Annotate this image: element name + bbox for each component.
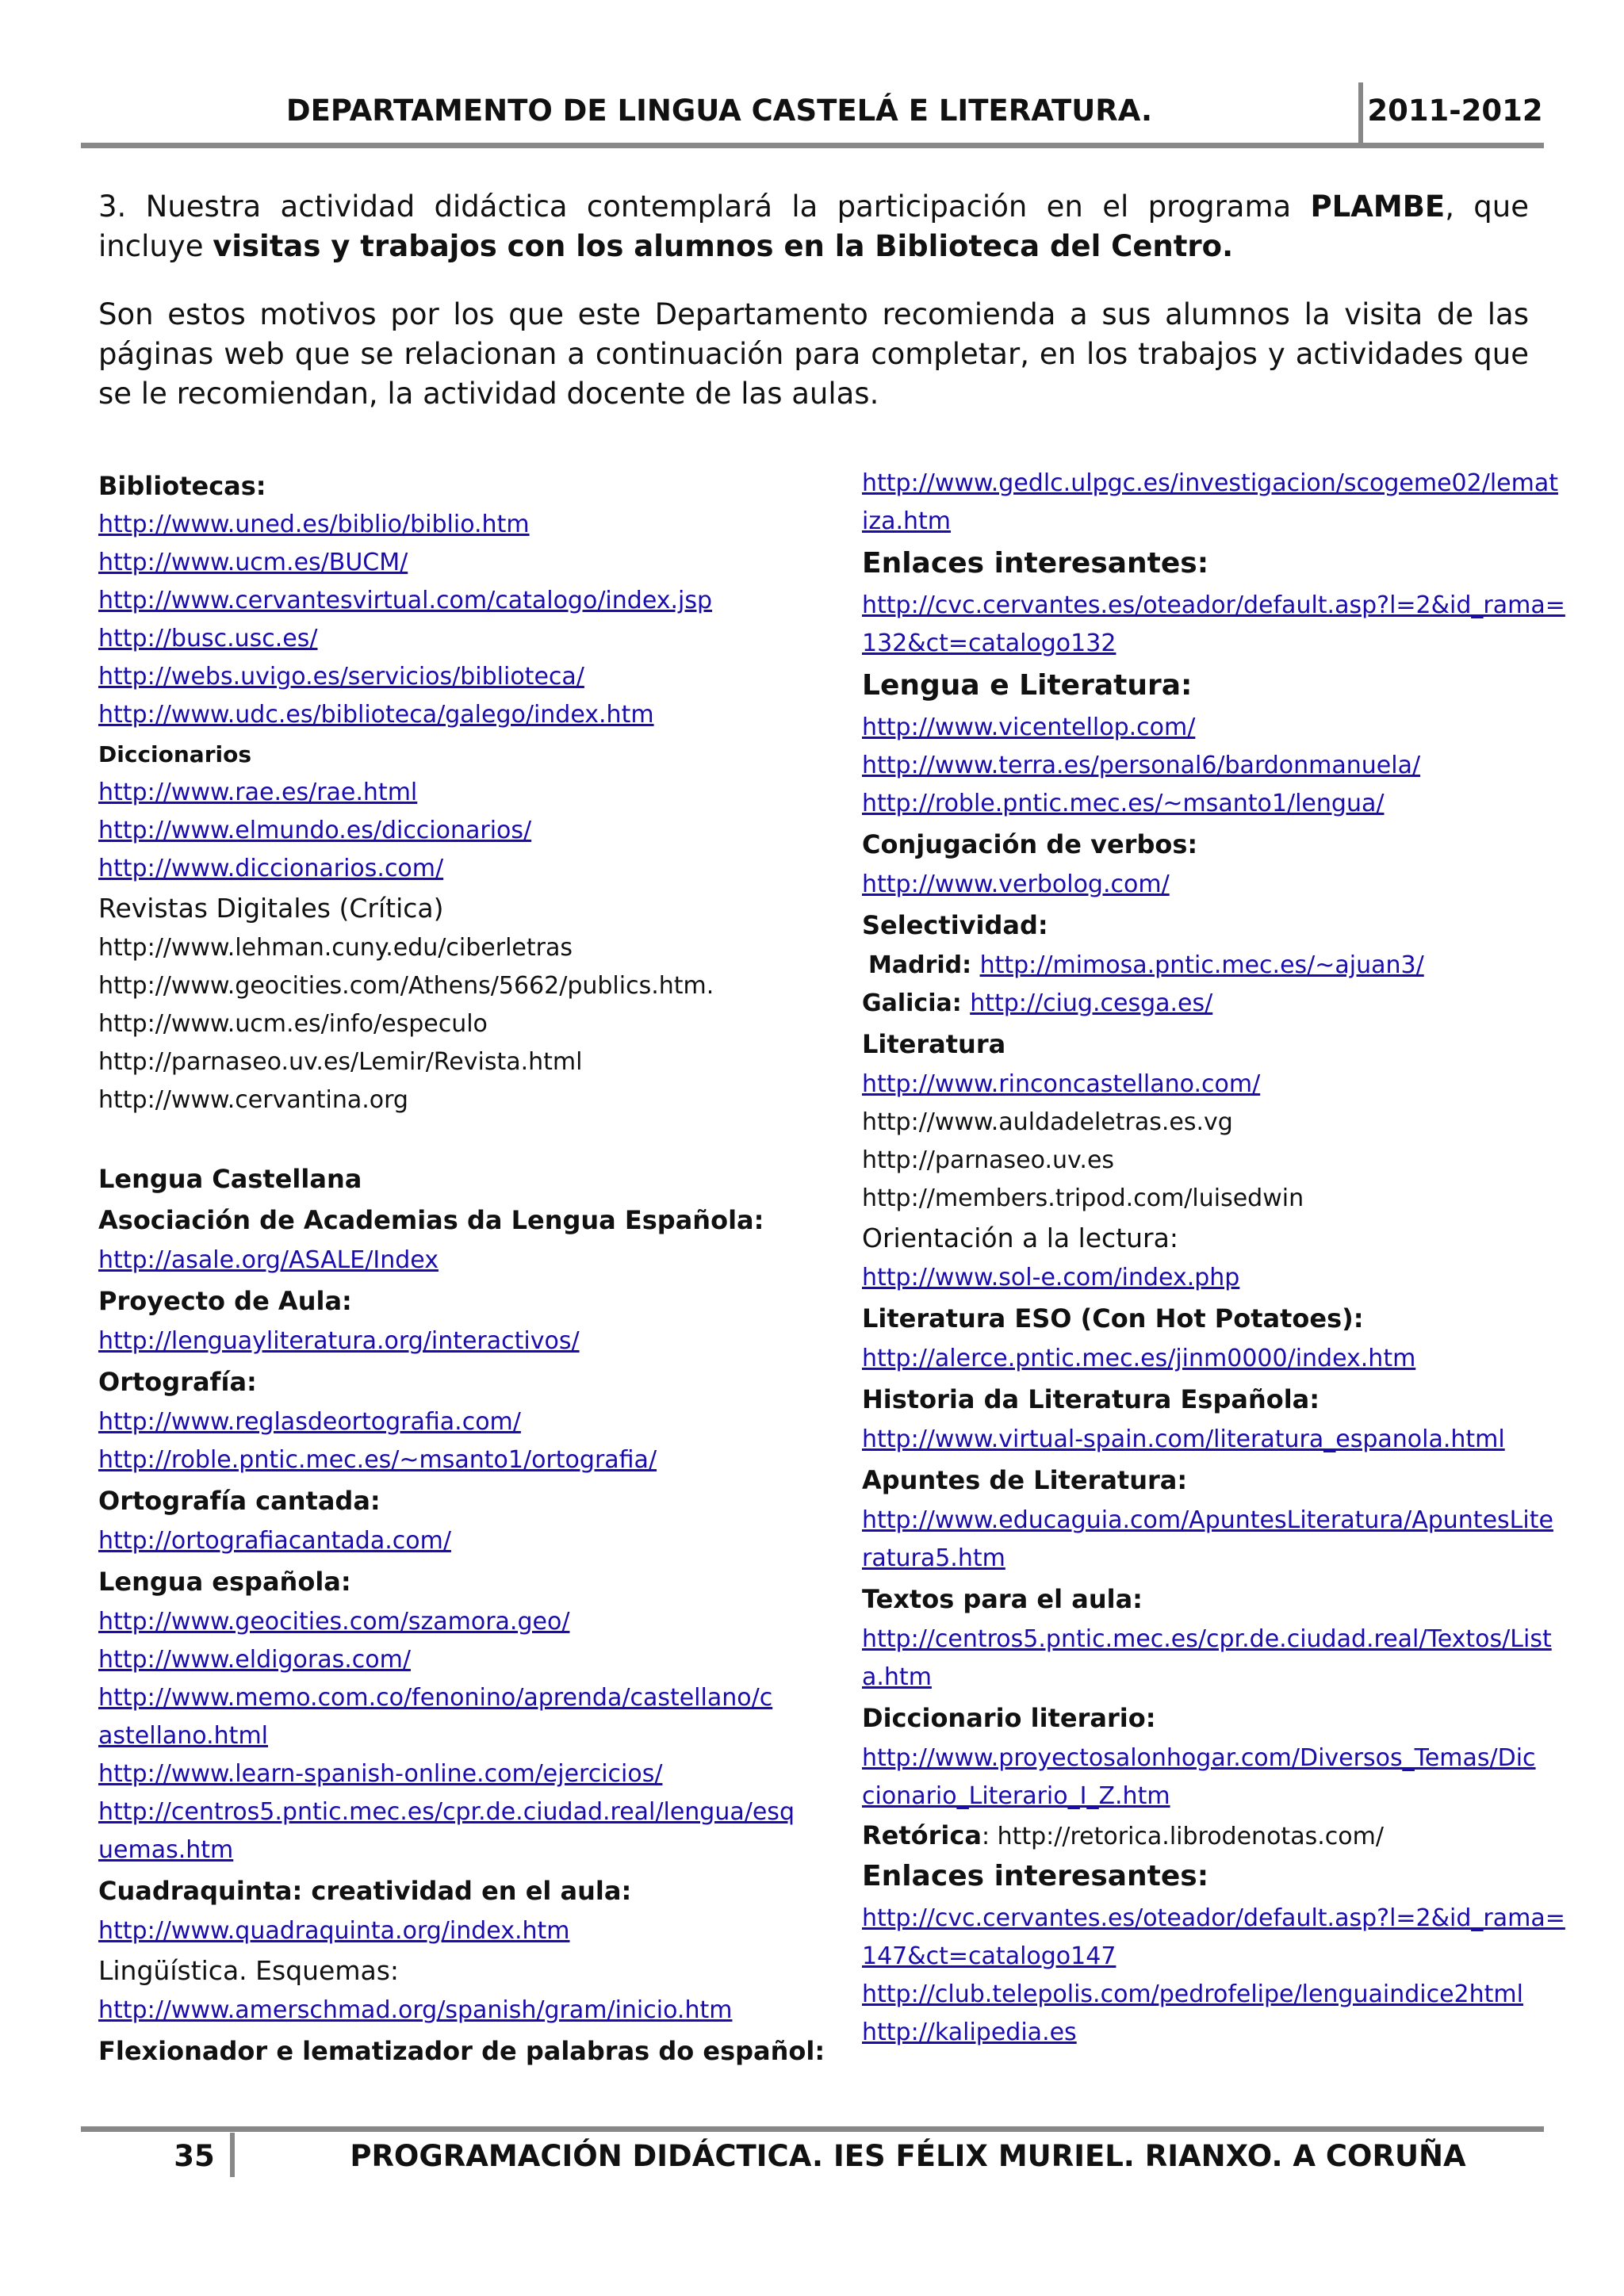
section-heading: Revistas Digitales (Crítica) (98, 893, 444, 924)
plain-url: : http://retorica.librodenotas.com/ (981, 1823, 1384, 1850)
url-link[interactable]: http://www.udc.es/biblioteca/galego/index.htm (98, 701, 654, 729)
section-heading: Bibliotecas: (98, 471, 266, 501)
list-item (862, 547, 1208, 580)
list-item (98, 663, 584, 691)
list-item (98, 1086, 408, 1114)
section-heading: Flexionador e lematizador de palabras do español: (98, 2036, 825, 2066)
list-item (862, 1980, 1523, 2008)
url-link[interactable]: http://alerce.pntic.mec.es/jinm0000/index.htm (862, 1345, 1416, 1372)
url-link[interactable]: http://www.ucm.es/BUCM/ (98, 549, 408, 576)
header-title: DEPARTAMENTO DE LINGUA CASTELÁ E LITERATURA. (285, 94, 1153, 128)
intro-paragraph-1 (98, 187, 1529, 266)
list-item (862, 1663, 932, 1691)
url-link[interactable]: http://www.elmundo.es/diccionarios/ (98, 817, 532, 844)
list-item (98, 1917, 570, 1945)
list-item (98, 1048, 583, 1076)
url-link[interactable]: http://www.rae.es/rae.html (98, 779, 418, 806)
list-item (98, 1367, 257, 1397)
list-item (862, 1820, 1384, 1850)
url-link[interactable]: http://www.gedlc.ulpgc.es/investigacion/scogeme02/lemat (862, 469, 1558, 497)
section-heading: Apuntes de Literatura: (862, 1465, 1188, 1495)
page-header (0, 0, 1624, 159)
section-heading: Ortografía: (98, 1367, 257, 1397)
list-item (862, 790, 1384, 817)
list-item (862, 1029, 1005, 1059)
section-heading: Cuadraquinta: creatividad en el aula: (98, 1876, 632, 1906)
url-link[interactable]: cionario_Literario_I_Z.htm (862, 1782, 1170, 1810)
section-heading: Literatura ESO (Con Hot Potatoes): (862, 1303, 1364, 1334)
url-link[interactable]: http://www.terra.es/personal6/bardonmanuela/ (862, 752, 1421, 779)
section-heading: Historia da Literatura Española: (862, 1384, 1320, 1414)
url-link[interactable]: ratura5.htm (862, 1544, 1005, 1572)
list-item (98, 1798, 795, 1826)
list-item (862, 1384, 1320, 1414)
header-year: 2011-2012 (1367, 94, 1543, 128)
list-item (862, 1146, 1114, 1174)
plain-url: http://parnaseo.uv.es (862, 1146, 1115, 1174)
list-item (862, 1506, 1553, 1534)
list-item (862, 1108, 1233, 1136)
list-item (862, 1184, 1304, 1212)
list-item (98, 1608, 569, 1636)
url-link[interactable]: uemas.htm (98, 1836, 234, 1864)
section-heading: Enlaces interesantes: (862, 1860, 1209, 1892)
list-item (862, 989, 1212, 1017)
list-item (862, 507, 951, 535)
list-item (98, 1684, 772, 1712)
url-link[interactable]: http://www.vicentellop.com/ (862, 714, 1196, 741)
list-item (862, 629, 1116, 657)
url-link[interactable]: http://www.virtual-spain.com/literatura_espanola.html (862, 1425, 1505, 1453)
list-item (98, 1164, 362, 1194)
url-link[interactable]: http://www.uned.es/biblio/biblio.htm (98, 511, 530, 538)
list-item (98, 1408, 521, 1436)
list-item (98, 1246, 439, 1274)
url-link[interactable]: http://cvc.cervantes.es/oteador/default.asp?l=2&id_rama= (862, 1904, 1565, 1932)
list-item (98, 1486, 381, 1516)
list-item (862, 1070, 1260, 1098)
section-heading: Lengua Castellana (98, 1164, 362, 1194)
list-item (98, 934, 573, 962)
list-item (98, 1567, 351, 1597)
list-item (862, 1744, 1536, 1772)
list-item (862, 1625, 1552, 1653)
intro-bold-plambe: PLAMBE (1310, 189, 1446, 224)
plain-url: http://www.geocities.com/Athens/5662/publics.htm. (98, 972, 714, 1000)
region-label: Madrid: (868, 951, 980, 979)
plain-url: http://www.auldadeletras.es.vg (862, 1108, 1233, 1136)
url-link[interactable]: http://lenguayliteratura.org/interactivos/ (98, 1327, 580, 1355)
url-link[interactable]: http://roble.pntic.mec.es/~msanto1/ortografia/ (98, 1446, 657, 1474)
list-item (862, 752, 1420, 779)
plain-url: http://parnaseo.uv.es/Lemir/Revista.html (98, 1048, 583, 1076)
url-link[interactable]: http://asale.org/ASALE/Index (98, 1246, 439, 1274)
list-item (862, 1782, 1170, 1810)
url-link[interactable]: http://ciug.cesga.es/ (970, 989, 1213, 1017)
list-item (98, 1722, 268, 1750)
plain-url: http://www.cervantina.org (98, 1086, 408, 1114)
plain-url: http://www.lehman.cuny.edu/ciberletras (98, 934, 573, 962)
list-item (98, 701, 654, 729)
list-item (98, 855, 443, 882)
list-item (98, 1010, 488, 1038)
list-item (98, 779, 417, 806)
list-item (98, 740, 251, 768)
list-item (862, 910, 1048, 940)
url-link[interactable]: http://centros5.pntic.mec.es/cpr.de.ciudad.real/lengua/esq (98, 1798, 795, 1826)
url-link[interactable]: http://kalipedia.es (862, 2019, 1077, 2046)
section-heading: Diccionarios (98, 741, 252, 767)
url-link[interactable]: http://webs.uvigo.es/servicios/biblioteca/ (98, 663, 584, 691)
list-item (862, 669, 1192, 702)
section-heading: Lengua española: (98, 1567, 351, 1597)
url-link[interactable]: http://www.sol-e.com/index.php (862, 1264, 1240, 1292)
section-heading: Proyecto de Aula: (98, 1286, 352, 1316)
list-item (862, 1942, 1116, 1970)
url-link[interactable]: 132&ct=catalogo132 (862, 629, 1116, 657)
url-link[interactable]: http://www.rinconcastellano.com/ (862, 1070, 1261, 1098)
footer-title: PROGRAMACIÓN DIDÁCTICA. IES FÉLIX MURIEL. RIANXO. A CORUÑA (350, 2139, 1466, 2173)
url-link[interactable]: http://www.proyectosalonhogar.com/Diversos_Temas/Dic (862, 1744, 1536, 1772)
list-item (862, 1425, 1505, 1453)
header-divider (1358, 82, 1363, 143)
url-link[interactable]: a.htm (862, 1663, 932, 1691)
plain-url: http://members.tripod.com/luisedwin (862, 1184, 1304, 1212)
url-link[interactable]: http://www.eldigoras.com/ (98, 1646, 411, 1674)
list-item (98, 1955, 399, 1986)
list-item (98, 972, 714, 1000)
section-heading: Enlaces interesantes: (862, 547, 1209, 580)
header-rule (81, 143, 1544, 148)
list-item (862, 1345, 1415, 1372)
list-item (862, 1223, 1178, 1253)
list-item (862, 1303, 1364, 1334)
list-item (862, 1584, 1143, 1614)
url-link[interactable]: http://cvc.cervantes.es/oteador/default.asp?l=2&id_rama= (862, 591, 1565, 619)
footer-rule (81, 2126, 1544, 2132)
url-link[interactable]: http://www.learn-spanish-online.com/ejercicios/ (98, 1760, 663, 1788)
url-link[interactable]: http://www.reglasdeortografia.com/ (98, 1408, 521, 1436)
list-item (98, 893, 444, 924)
page-number: 35 (174, 2139, 215, 2173)
intro-text: 3. Nuestra actividad didáctica contemplará la participación en el programa (98, 189, 1311, 224)
url-link[interactable]: iza.htm (862, 507, 952, 535)
intro-paragraph-2: Son estos motivos por los que este Departamento recomienda a sus alumnos la visita de las páginas web que se relacionan a continuación para completar, en los trabajos y actividades que se le recomiendan, la actividad docente de las aulas. (98, 297, 1529, 411)
list-item (862, 1904, 1565, 1932)
list-item (98, 1446, 657, 1474)
section-heading: Literatura (862, 1029, 1006, 1059)
section-heading: Orientación a la lectura: (862, 1223, 1178, 1253)
url-link[interactable]: http://www.verbolog.com/ (862, 871, 1170, 898)
list-item (98, 1527, 451, 1555)
list-item (98, 1646, 411, 1674)
section-heading: Conjugación de verbos: (862, 829, 1198, 859)
list-item (98, 511, 530, 538)
list-item (862, 1264, 1239, 1292)
url-link[interactable]: http://www.memo.com.co/fenonino/aprenda/castellano/c (98, 1684, 773, 1712)
list-item (868, 951, 1424, 979)
region-label: Galicia: (862, 989, 971, 1017)
footer-divider (230, 2133, 235, 2177)
list-item (862, 469, 1558, 497)
list-item (862, 829, 1197, 859)
section-heading: Ortografía cantada: (98, 1486, 381, 1516)
list-item (98, 2036, 825, 2066)
list-item (98, 1836, 233, 1864)
list-item (98, 1205, 764, 1235)
list-item (98, 625, 318, 652)
url-link[interactable]: http://www.amerschmad.org/spanish/gram/inicio.htm (98, 1996, 733, 2024)
list-item (98, 549, 408, 576)
url-link[interactable]: http://centros5.pntic.mec.es/cpr.de.ciudad.real/Textos/List (862, 1625, 1552, 1653)
list-item (862, 1860, 1208, 1892)
url-link[interactable]: http://www.cervantesvirtual.com/catalogo/index.jsp (98, 587, 713, 614)
url-link[interactable]: 147&ct=catalogo147 (862, 1942, 1116, 1970)
section-heading: Lingüística. Esquemas: (98, 1955, 400, 1986)
section-heading: Selectividad: (862, 910, 1048, 940)
list-item (98, 817, 531, 844)
url-link[interactable]: http://mimosa.pntic.mec.es/~ajuan3/ (979, 951, 1424, 979)
url-link[interactable]: http://www.diccionarios.com/ (98, 855, 444, 882)
list-item (862, 1465, 1187, 1495)
url-link[interactable]: http://www.educaguia.com/ApuntesLiteratura/ApuntesLite (862, 1506, 1553, 1534)
list-item (98, 1876, 631, 1906)
list-item (862, 1544, 1005, 1572)
section-heading: Diccionario literario: (862, 1703, 1156, 1733)
section-heading: Asociación de Academias da Lengua Española: (98, 1205, 764, 1235)
list-item (862, 714, 1195, 741)
plain-url: http://www.ucm.es/info/especulo (98, 1010, 488, 1038)
section-heading: Retórica (862, 1820, 982, 1850)
list-item (862, 2019, 1077, 2046)
url-link[interactable]: http://www.geocities.com/szamora.geo/ (98, 1608, 570, 1636)
url-link[interactable]: http://www.quadraquinta.org/index.htm (98, 1917, 570, 1945)
list-item (98, 1760, 662, 1788)
list-item (862, 1703, 1156, 1733)
list-item (98, 1996, 732, 2024)
list-item (862, 871, 1170, 898)
section-heading: Textos para el aula: (862, 1584, 1143, 1614)
list-item (98, 587, 712, 614)
url-link[interactable]: http://club.telepolis.com/pedrofelipe/lenguaindice2html (862, 1980, 1523, 2008)
section-heading: Lengua e Literatura: (862, 669, 1193, 702)
url-link[interactable]: http://roble.pntic.mec.es/~msanto1/lengua/ (862, 790, 1385, 817)
intro-text: , que incluye (98, 189, 1529, 263)
url-link[interactable]: http://busc.usc.es/ (98, 625, 318, 652)
list-item (98, 1327, 580, 1355)
list-item (862, 591, 1565, 619)
url-link[interactable]: http://ortografiacantada.com/ (98, 1527, 451, 1555)
list-item (98, 471, 266, 501)
intro-bold-visitas: visitas y trabajos con los alumnos en la Biblioteca del Centro. (213, 229, 1234, 263)
list-item (98, 1286, 352, 1316)
url-link[interactable]: astellano.html (98, 1722, 268, 1750)
